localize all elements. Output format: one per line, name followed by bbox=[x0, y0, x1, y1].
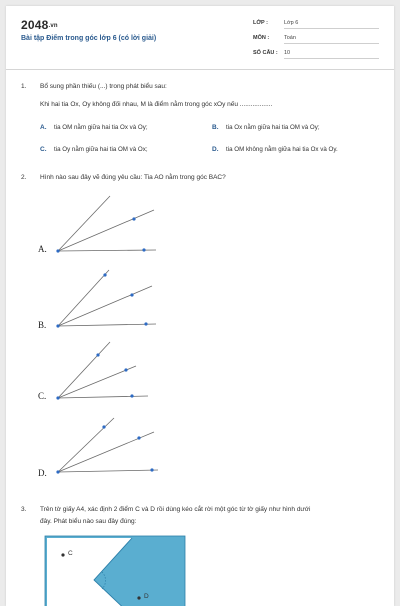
question-text-line1: Trên tờ giấy A4, xác định 2 điểm C và D rồi dùng kéo cắt rời một góc từ tờ giấy như hình dưới bbox=[40, 506, 311, 513]
figure-label-d: D. bbox=[38, 468, 47, 478]
point-d-label: D bbox=[144, 593, 149, 600]
meta-label-count: SỐ CÂU : bbox=[253, 50, 278, 56]
question-number: 3. bbox=[21, 506, 27, 513]
option-letter-a[interactable]: A. bbox=[40, 124, 47, 131]
worksheet-title: Bài tập Điểm trong góc lớp 6 (có lời giải) bbox=[21, 35, 157, 42]
logo-suffix: .vn bbox=[48, 23, 58, 29]
option-text-d[interactable]: tia OM không nằm giữa hai tia Ox và Oy. bbox=[226, 146, 338, 153]
meta-value-count: 10 bbox=[284, 50, 291, 56]
figure-label-c: C. bbox=[38, 391, 47, 401]
option-text-a[interactable]: tia OM nằm giữa hai tia Ox và Oy; bbox=[54, 124, 148, 131]
figure-label-b: B. bbox=[38, 320, 47, 330]
option-text-b[interactable]: tia Ox nằm giữa hai tia OM và Oy; bbox=[226, 124, 320, 131]
option-letter-b[interactable]: B. bbox=[212, 124, 219, 131]
meta-label-subject: MÔN : bbox=[253, 35, 270, 41]
point-c-label: C bbox=[68, 550, 73, 557]
meta-label-grade: LỚP : bbox=[253, 20, 268, 26]
logo-text: 2048 bbox=[21, 18, 49, 32]
question-text: Bổ sung phần thiếu (...) trong phát biểu sau: bbox=[40, 83, 167, 90]
option-text-c[interactable]: tia Oy nằm giữa hai tia OM và Ox; bbox=[54, 146, 148, 153]
worksheet-page bbox=[6, 6, 394, 606]
question-text-line2: đây. Phát biểu nào sau đây đúng: bbox=[40, 518, 137, 525]
option-letter-d[interactable]: D. bbox=[212, 146, 219, 153]
question-statement: Khi hai tia Ox, Oy không đối nhau, M là điểm nằm trong góc xOy nếu .................. bbox=[40, 101, 273, 108]
option-letter-c[interactable]: C. bbox=[40, 146, 47, 153]
question-text: Hình nào sau đây vẽ đúng yêu cầu: Tia AO nằm trong góc BAC? bbox=[40, 174, 226, 181]
point-d-marker bbox=[137, 596, 140, 599]
question-number: 2. bbox=[21, 174, 27, 181]
figure-label-a: A. bbox=[38, 244, 47, 254]
paper-cut-diagram bbox=[6, 6, 394, 606]
point-c-marker bbox=[61, 553, 64, 556]
meta-value-subject: Toán bbox=[284, 35, 296, 41]
meta-value-grade: Lớp 6 bbox=[284, 20, 299, 26]
question-number: 1. bbox=[21, 83, 27, 90]
